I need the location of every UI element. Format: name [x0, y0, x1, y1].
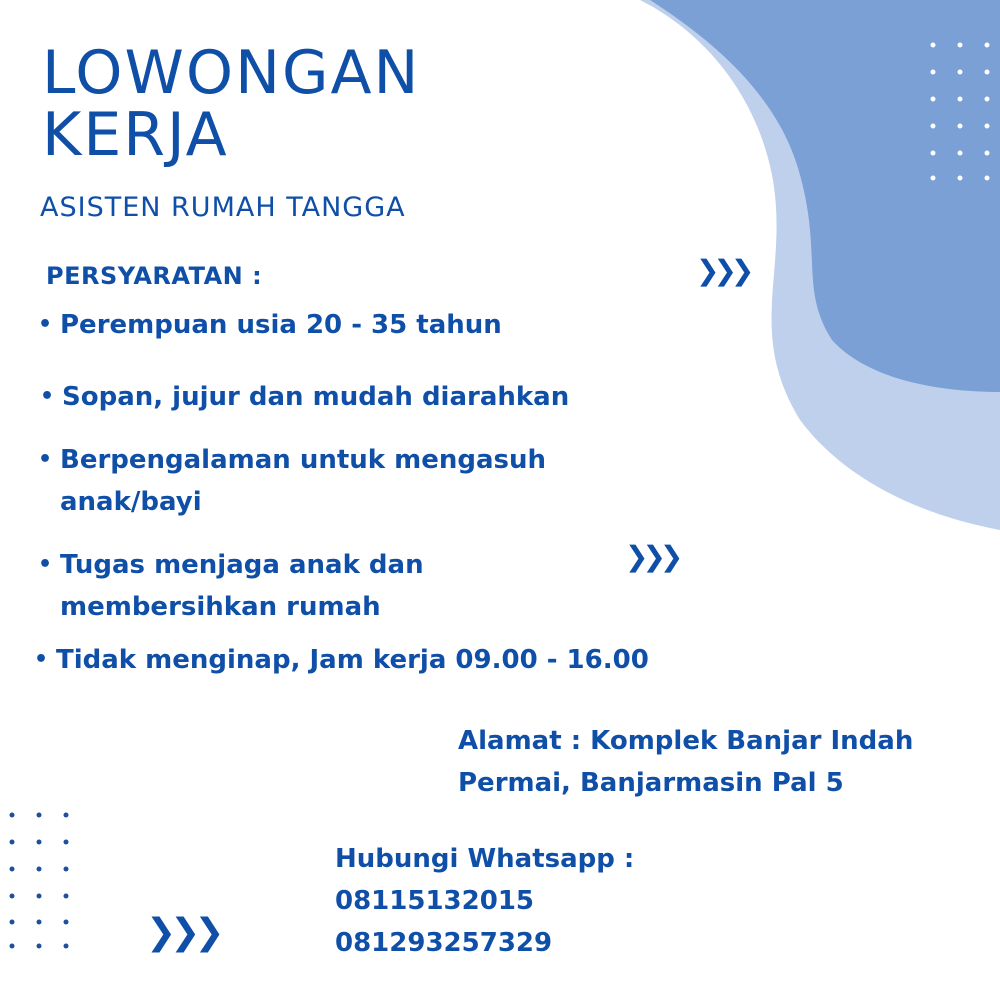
phone-number-2: 081293257329 [335, 928, 553, 958]
title-line-1: LOWONGAN [42, 38, 421, 108]
bullet-dot-icon: • [34, 647, 49, 672]
requirement-text-continued: membersihkan rumah [60, 592, 381, 622]
page-title [42, 38, 421, 170]
requirement-item [40, 376, 570, 418]
requirement-text: Berpengalaman untuk mengasuh [60, 445, 547, 475]
bullet-dot-icon: • [38, 447, 53, 472]
requirement-item [38, 544, 424, 628]
requirement-item [38, 439, 547, 523]
job-position: ASISTEN RUMAH TANGGA [40, 192, 406, 223]
dot-grid-bottom-left [10, 813, 69, 949]
address-block [458, 720, 913, 804]
contact-label: Hubungi Whatsapp : [335, 844, 635, 874]
requirement-text: Tugas menjaga anak dan [60, 550, 424, 580]
requirement-text: Tidak menginap, Jam kerja 09.00 - 16.00 [56, 645, 649, 675]
requirement-text: Sopan, jujur dan mudah diarahkan [62, 382, 570, 412]
bullet-dot-icon: • [38, 312, 53, 337]
triple-chevron-right-icon: ❯❯❯ [696, 254, 749, 287]
requirement-text: Perempuan usia 20 - 35 tahun [60, 310, 502, 340]
bullet-dot-icon: • [40, 384, 55, 409]
requirement-item [38, 304, 502, 346]
triple-chevron-right-icon: ❯❯❯ [146, 912, 219, 953]
phone-number-1: 08115132015 [335, 886, 534, 916]
triple-chevron-right-icon: ❯❯❯ [625, 540, 678, 573]
title-line-2: KERJA [42, 100, 229, 170]
requirements-heading: PERSYARATAN : [46, 262, 263, 290]
address-line-1: Alamat : Komplek Banjar Indah [458, 726, 914, 756]
requirement-item [34, 639, 649, 681]
bullet-dot-icon: • [38, 552, 53, 577]
requirement-text-continued: anak/bayi [60, 487, 202, 517]
contact-block [335, 838, 634, 964]
address-line-2: Permai, Banjarmasin Pal 5 [458, 768, 844, 798]
